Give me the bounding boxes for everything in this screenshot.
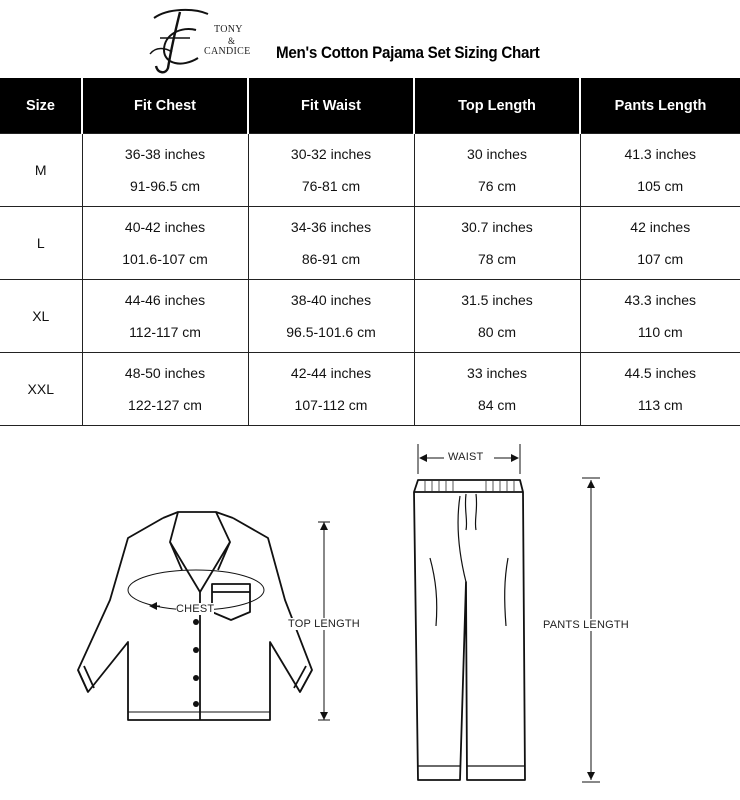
chest-cm: 101.6-107 cm xyxy=(83,243,248,275)
sizing-table xyxy=(0,78,740,426)
chest-inches: 48-50 inches xyxy=(83,357,248,389)
top-length-cm: 78 cm xyxy=(415,243,580,275)
waist-cell xyxy=(248,207,414,280)
header-pants-length: Pants Length xyxy=(580,78,740,134)
header-size: Size xyxy=(0,78,82,134)
size-cell: L xyxy=(0,207,82,280)
waist-inches: 34-36 inches xyxy=(249,211,414,243)
size-cell: XL xyxy=(0,280,82,353)
table-row xyxy=(0,280,740,353)
pajama-set-illustration xyxy=(0,430,740,795)
pants-length-inches: 43.3 inches xyxy=(581,284,740,316)
waist-label: WAIST xyxy=(448,451,483,463)
measurement-diagram xyxy=(0,430,740,795)
table-row xyxy=(0,353,740,426)
pants-length-cm: 105 cm xyxy=(581,170,740,202)
waist-cell xyxy=(248,353,414,426)
waist-inches: 30-32 inches xyxy=(249,138,414,170)
header-top-length: Top Length xyxy=(414,78,580,134)
chest-cm: 112-117 cm xyxy=(83,316,248,348)
waist-cell xyxy=(248,134,414,207)
top-length-cm: 80 cm xyxy=(415,316,580,348)
chest-label: CHEST xyxy=(176,603,214,615)
top-length-inches: 33 inches xyxy=(415,357,580,389)
top-length-cm: 84 cm xyxy=(415,389,580,421)
top-length-cell xyxy=(414,207,580,280)
brand-name-line2: & xyxy=(228,36,235,46)
top-length-cell xyxy=(414,280,580,353)
waist-inches: 42-44 inches xyxy=(249,357,414,389)
top-length-cm: 76 cm xyxy=(415,170,580,202)
top-length-label: TOP LENGTH xyxy=(288,618,360,630)
brand-name-line1: TONY xyxy=(214,24,243,35)
top-length-cell xyxy=(414,353,580,426)
waist-inches: 38-40 inches xyxy=(249,284,414,316)
chest-cm: 122-127 cm xyxy=(83,389,248,421)
chest-cell xyxy=(82,207,248,280)
size-cell: M xyxy=(0,134,82,207)
table-row xyxy=(0,207,740,280)
pants-length-inches: 41.3 inches xyxy=(581,138,740,170)
chest-inches: 36-38 inches xyxy=(83,138,248,170)
pants-drawing xyxy=(414,480,525,780)
chest-inches: 40-42 inches xyxy=(83,211,248,243)
brand-name-line3: CANDICE xyxy=(204,46,251,57)
header-fit-waist: Fit Waist xyxy=(248,78,414,134)
page-title: Men's Cotton Pajama Set Sizing Chart xyxy=(276,44,540,63)
size-cell: XXL xyxy=(0,353,82,426)
pants-length-cell xyxy=(580,134,740,207)
waist-cm: 86-91 cm xyxy=(249,243,414,275)
pants-length-cm: 110 cm xyxy=(581,316,740,348)
shirt-buttons xyxy=(193,619,199,707)
monogram-logo-icon xyxy=(146,4,216,76)
pants-length-inches: 42 inches xyxy=(581,211,740,243)
chest-inches: 44-46 inches xyxy=(83,284,248,316)
pants-length-cell xyxy=(580,207,740,280)
pants-length-label: PANTS LENGTH xyxy=(543,619,629,631)
chest-cell xyxy=(82,134,248,207)
waist-cm: 107-112 cm xyxy=(249,389,414,421)
top-length-inches: 30 inches xyxy=(415,138,580,170)
pants-length-cm: 113 cm xyxy=(581,389,740,421)
pants-length-cm: 107 cm xyxy=(581,243,740,275)
brand-logo xyxy=(146,4,266,76)
top-length-inches: 31.5 inches xyxy=(415,284,580,316)
table-row xyxy=(0,134,740,207)
header-fit-chest: Fit Chest xyxy=(82,78,248,134)
shirt-drawing xyxy=(78,512,312,720)
waist-cell xyxy=(248,280,414,353)
pants-length-inches: 44.5 inches xyxy=(581,357,740,389)
chest-cell xyxy=(82,280,248,353)
pants-length-cell xyxy=(580,280,740,353)
pants-length-cell xyxy=(580,353,740,426)
chest-cm: 91-96.5 cm xyxy=(83,170,248,202)
table-header-row xyxy=(0,78,740,134)
top-length-inches: 30.7 inches xyxy=(415,211,580,243)
waist-cm: 76-81 cm xyxy=(249,170,414,202)
waist-cm: 96.5-101.6 cm xyxy=(249,316,414,348)
chest-cell xyxy=(82,353,248,426)
top-length-cell xyxy=(414,134,580,207)
